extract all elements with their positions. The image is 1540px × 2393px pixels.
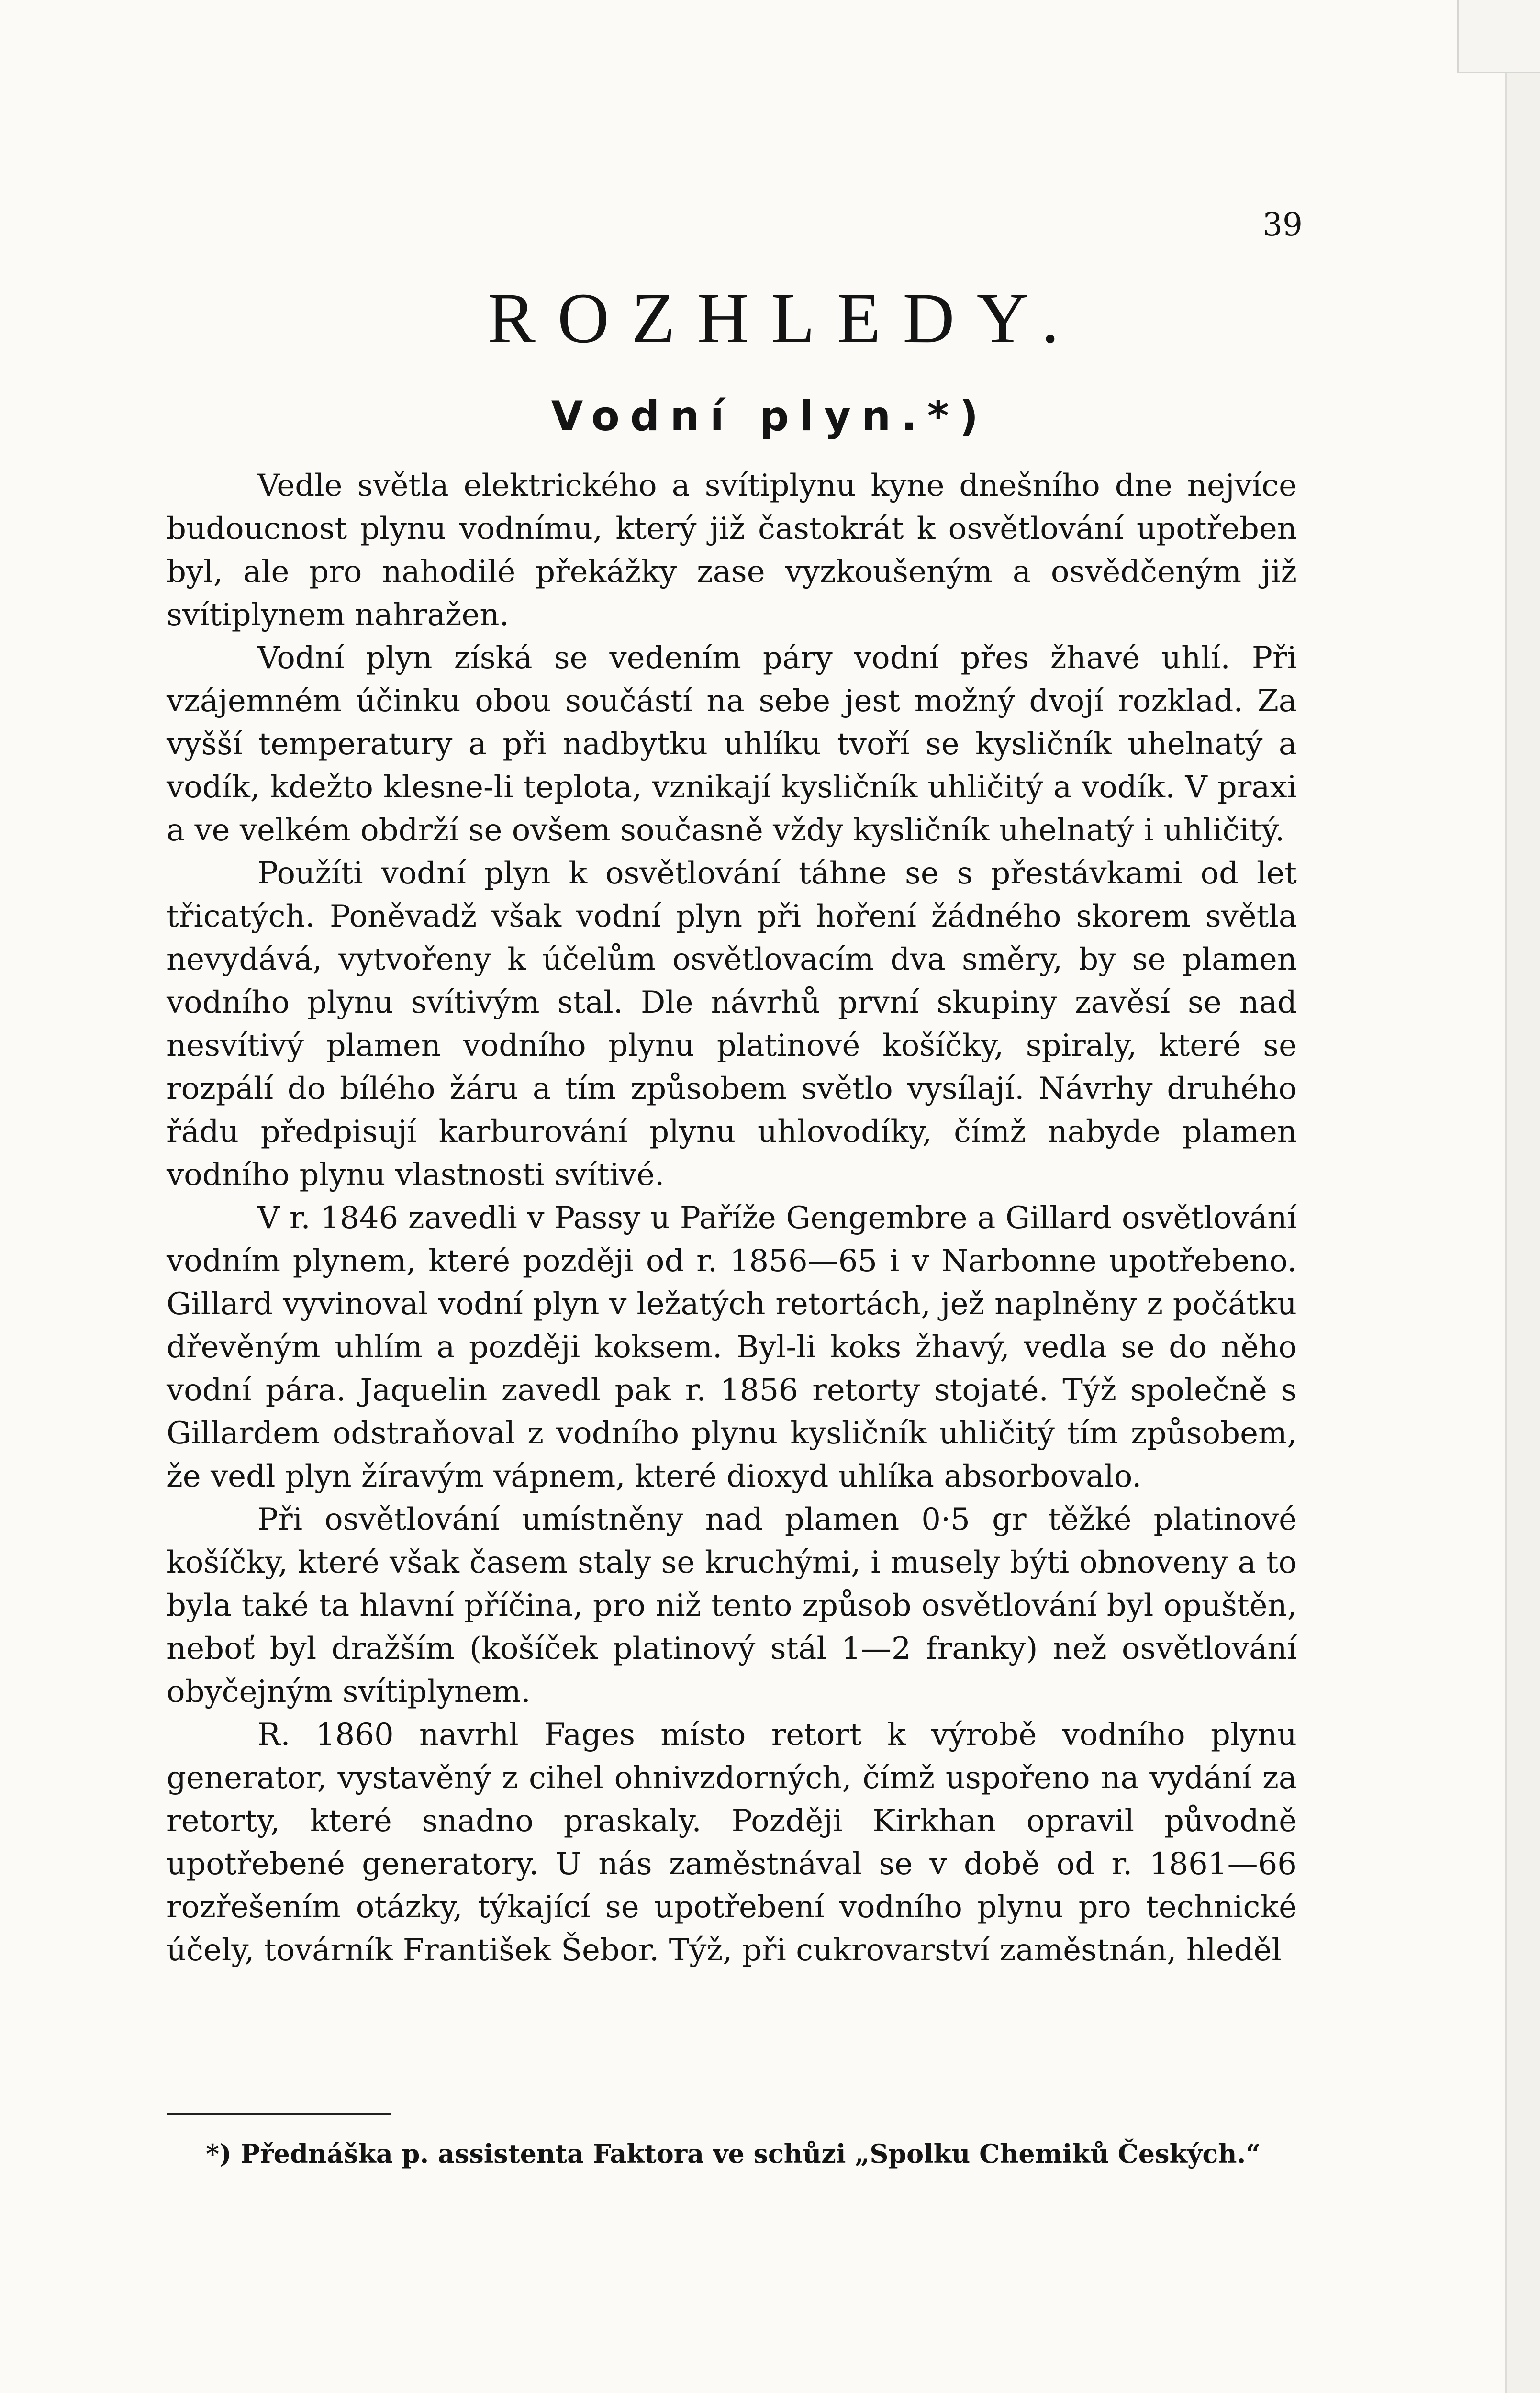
page-number: 39: [1262, 206, 1303, 243]
paragraph: R. 1860 navrhl Fages místo retort k výrobě vodního plynu generator, vystavěný z cihel ohnivzdorných, čímž uspořeno na vydání za retorty, které snadno praskaly. Později Kirkhan opravil původně upotřebené generatory. U nás zaměstnával se v době od r. 1861—66 rozřešením otázky, týkající se upotřebení vodního plynu pro technické účely, továrník František Šebor. Týž, při cukrovarství zaměstnán, hleděl: [167, 1717, 1297, 1968]
article-title: Vodní plyn.*): [551, 392, 989, 440]
paragraph: Vodní plyn získá se vedením páry vodní přes žhavé uhlí. Při vzájemném účinku obou součástí na sebe jest možný dvojí rozklad. Za vyšší temperatury a při nadbytku uhlíku tvoří se kysličník uhelnatý a vodík, kdežto klesne-li teplota, vznikají kysličník uhličitý a vodík. V praxi a ve velkém obdrží se ovšem současně vždy kysličník uhelnatý i uhličitý.: [167, 640, 1297, 848]
article-body: [167, 464, 1297, 1972]
section-heading: ROZHLEDY.: [487, 279, 1082, 358]
footnote: *) Přednáška p. assistenta Faktora ve schůzi „Spolku Chemiků Českých.“: [206, 2138, 1261, 2169]
scan-corner-mark: [1457, 0, 1540, 73]
paragraph: Při osvětlování umístněny nad plamen 0·5 gr těžké platinové košíčky, které však časem staly se kruchými, i musely býti obnoveny a to byla také ta hlavní příčina, pro niž tento způsob osvětlování byl opuštěn, neboť byl dražším (košíček platinový stál 1—2 franky) než osvětlování obyčejným svítiplynem.: [167, 1502, 1297, 1710]
footnote-divider: [167, 2113, 391, 2115]
paragraph: Použíti vodní plyn k osvětlování táhne se s přestávkami od let třicatých. Poněvadž však vodní plyn při hoření žádného skorem světla nevydává, vytvořeny k účelům osvětlovacím dva směry, by se plamen vodního plynu svítivým stal. Dle návrhů první skupiny zavěsí se nad nesvítivý plamen vodního plynu platinové košíčky, spiraly, které se rozpálí do bílého žáru a tím způsobem světlo vysílají. Návrhy druhého řádu předpisují karburování plynu uhlovodíky, čímž nabyde plamen vodního plynu vlastnosti svítivé.: [167, 856, 1297, 1193]
paragraph: Vedle světla elektrického a svítiplynu kyne dnešního dne nejvíce budoucnost plynu vodnímu, který již častokrát k osvětlování upotřeben byl, ale pro nahodilé překážky zase vyzkoušeným a osvědčeným již svítiplynem nahražen.: [167, 468, 1297, 633]
paragraph: V r. 1846 zavedli v Passy u Paříže Gengembre a Gillard osvětlování vodním plynem, které později od r. 1856—65 i v Narbonne upotřebeno. Gillard vyvinoval vodní plyn v ležatých retortách, jež naplněny z počátku dřevěným uhlím a později koksem. Byl-li koks žhavý, vedla se do něho vodní pára. Jaquelin zavedl pak r. 1856 retorty stojaté. Týž společně s Gillardem odstraňoval z vodního plynu kysličník uhličitý tím způsobem, že vedl plyn žíravým vápnem, které dioxyd uhlíka absorbovalo.: [167, 1200, 1297, 1494]
